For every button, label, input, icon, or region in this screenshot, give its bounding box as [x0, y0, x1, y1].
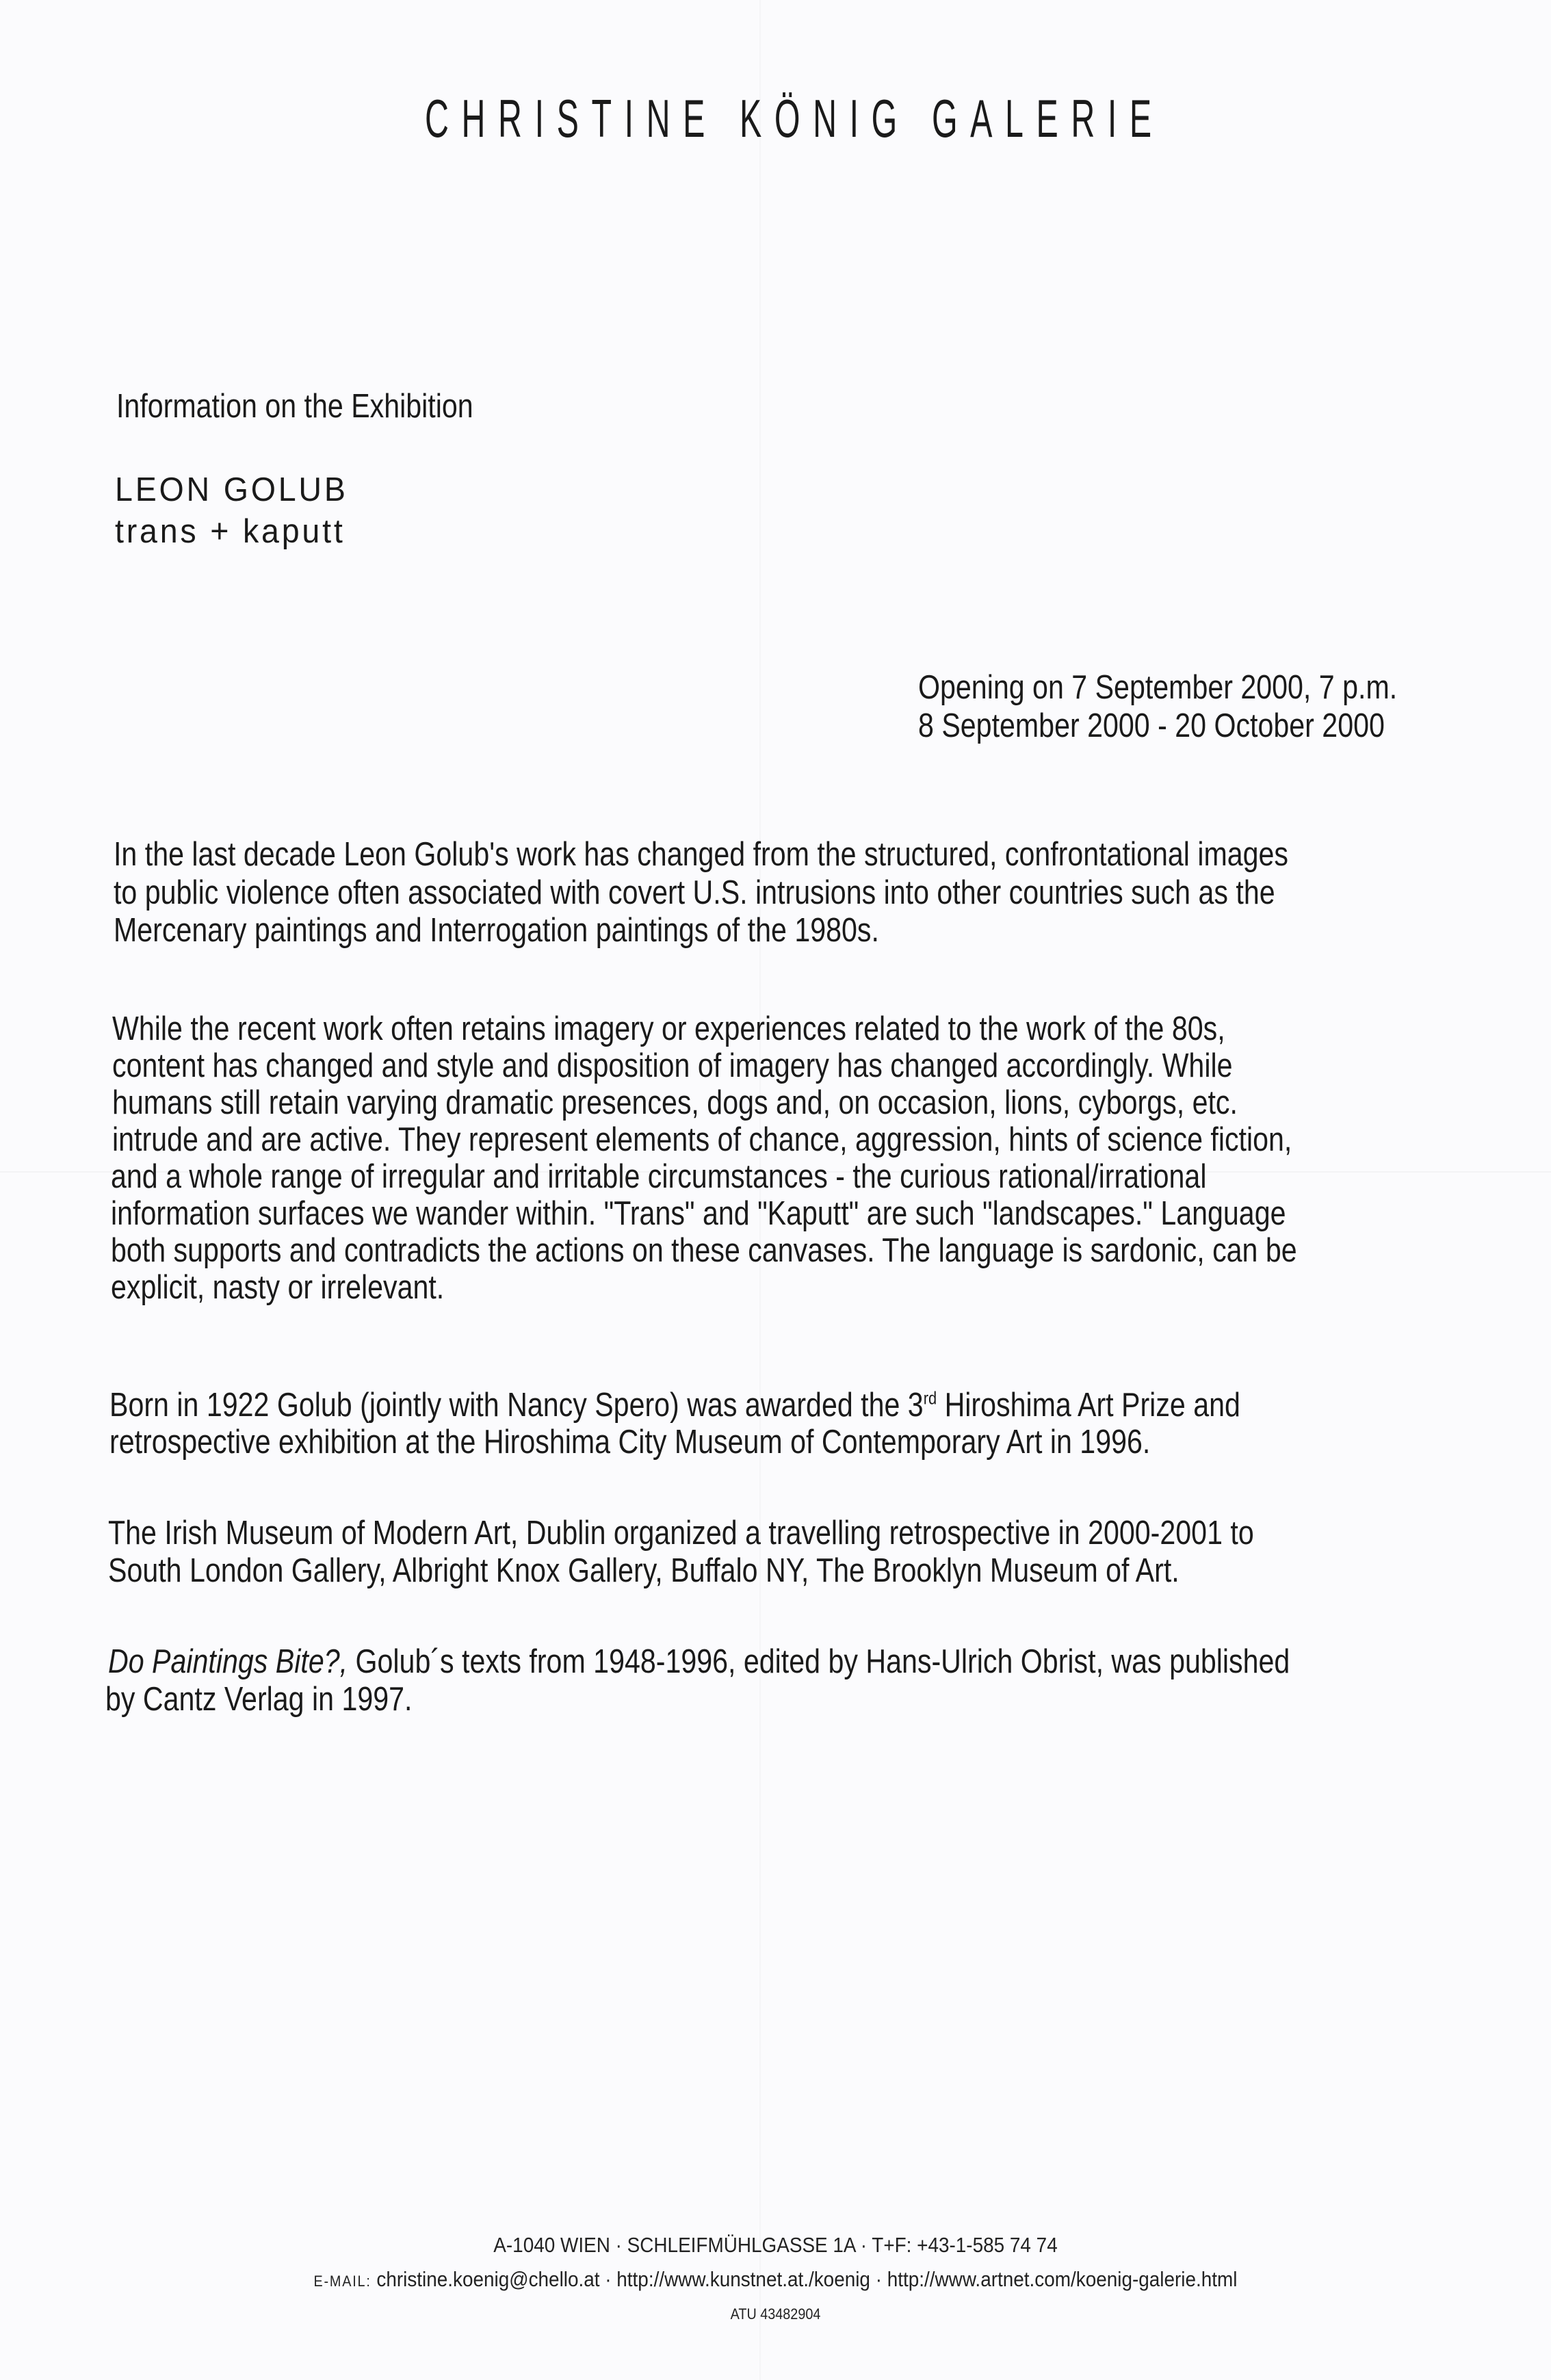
text-line: both supports and contradicts the actions on these canvases. The language is sardonic, can be	[111, 1232, 1297, 1269]
email-label: E-MAIL:	[313, 2273, 372, 2290]
text-line: content has changed and style and disposition of imagery has changed accordingly. While	[112, 1047, 1233, 1084]
text-line	[108, 1643, 1290, 1681]
exhibition-title: trans + kaputt	[115, 513, 346, 550]
contact-links: christine.koenig@chello.at · http://www.kunstnet.at./koenig · http://www.artnet.com/koenig-galerie.html	[371, 2267, 1238, 2291]
text-line: to public violence often associated with covert U.S. intrusions into other countries such as the	[114, 874, 1275, 911]
text-line: South London Gallery, Albright Knox Gallery, Buffalo NY, The Brooklyn Museum of Art.	[108, 1552, 1179, 1589]
artist-name: LEON GOLUB	[115, 471, 348, 508]
text-line	[109, 1386, 1240, 1424]
footer-contact	[77, 2267, 1473, 2292]
footer-address: A-1040 WIEN · SCHLEIFMÜHLGASSE 1A · T+F: +43-1-585 74 74	[493, 2233, 1058, 2257]
text-line: and a whole range of irregular and irritable circumstances - the curious rational/irrational	[111, 1158, 1207, 1195]
text-line: In the last decade Leon Golub's work has changed from the structured, confrontational images	[114, 836, 1289, 873]
intro-line: Information on the Exhibition	[116, 388, 473, 425]
text-segment: Born in 1922 Golub (jointly with Nancy Spero) was awarded the 3	[109, 1387, 924, 1424]
text-line: While the recent work often retains imagery or experiences related to the work of the 80s,	[112, 1010, 1225, 1047]
text-line: intrude and are active. They represent elements of chance, aggression, hints of science fiction,	[112, 1121, 1292, 1158]
opening-date: Opening on 7 September 2000, 7 p.m.	[918, 669, 1398, 706]
text-line: retrospective exhibition at the Hiroshima City Museum of Contemporary Art in 1996.	[109, 1424, 1151, 1461]
ordinal-suffix: rd	[923, 1387, 937, 1409]
text-line: explicit, nasty or irrelevant.	[111, 1269, 445, 1306]
footer-vat: ATU 43482904	[730, 2305, 821, 2323]
text-line: by Cantz Verlag in 1997.	[105, 1681, 413, 1718]
letterhead: CHRISTINE KÖNIG GALERIE	[425, 88, 1164, 148]
text-line: Mercenary paintings and Interrogation paintings of the 1980s.	[114, 912, 879, 949]
book-title: Do Paintings Bite?,	[108, 1643, 348, 1680]
text-line: humans still retain varying dramatic presences, dogs and, on occasion, lions, cyborgs, etc.	[112, 1084, 1238, 1121]
text-line: information surfaces we wander within. "Trans" and "Kaputt" are such "landscapes." Language	[111, 1195, 1286, 1232]
exhibition-dates: 8 September 2000 - 20 October 2000	[918, 707, 1385, 744]
text-line: The Irish Museum of Modern Art, Dublin organized a travelling retrospective in 2000-2001 to	[108, 1515, 1254, 1552]
text-segment: Hiroshima Art Prize and	[937, 1387, 1240, 1424]
text-segment: Golub´s texts from 1948-1996, edited by Hans-Ulrich Obrist, was published	[348, 1643, 1290, 1680]
